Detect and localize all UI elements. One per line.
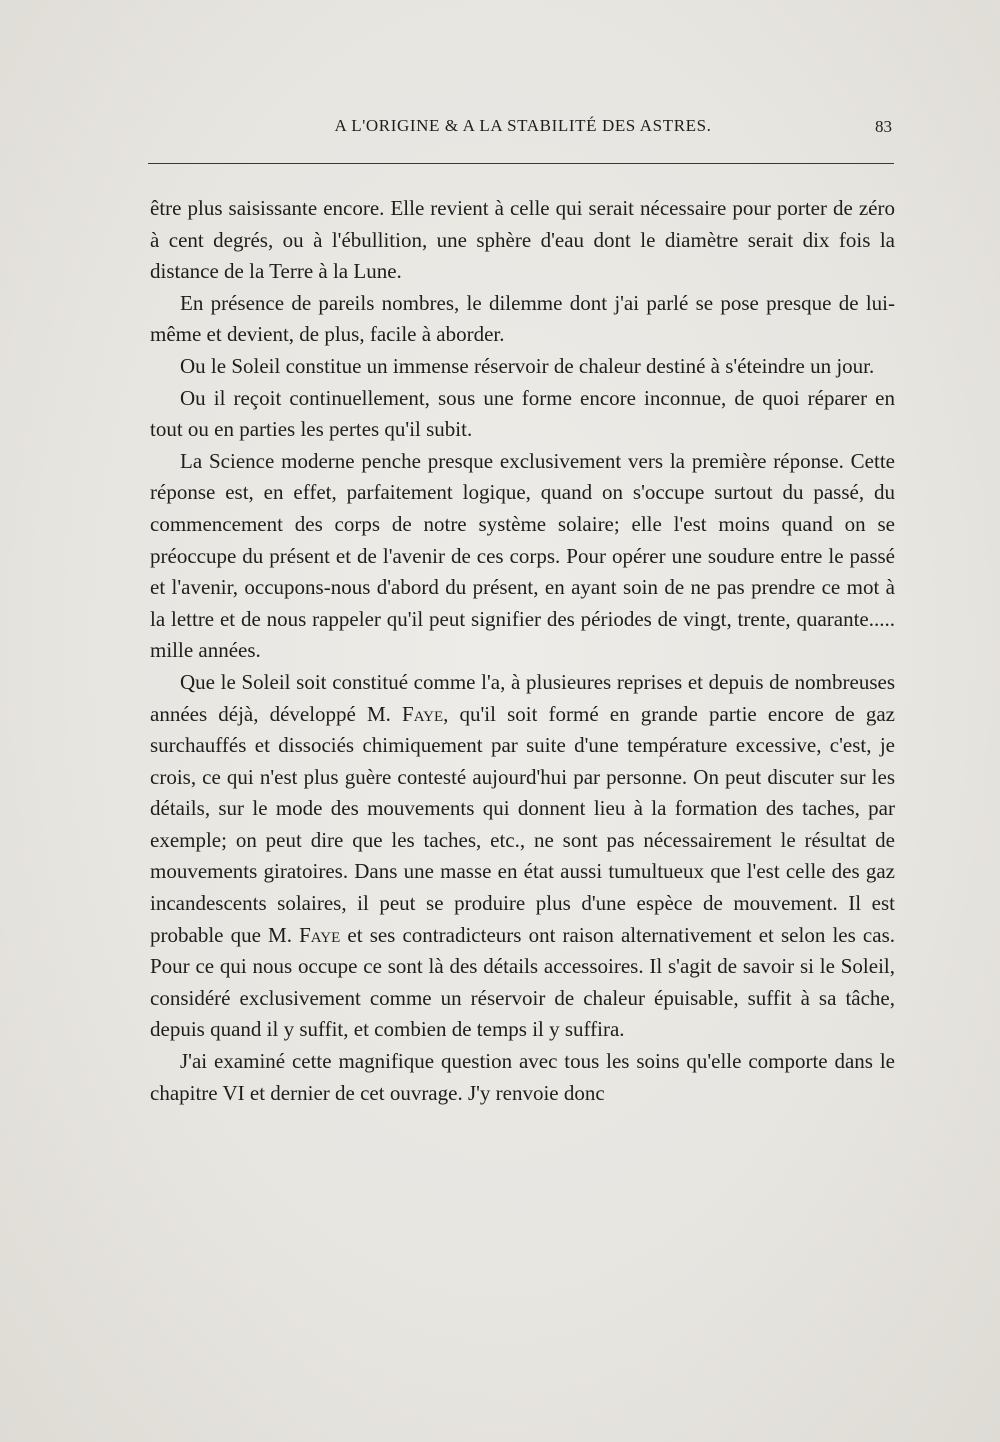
body-text xyxy=(150,193,895,1109)
paragraph-5: La Science moderne penche presque exclusivement vers la première réponse. Cette réponse est, en effet, parfaitement logique, quand on s'occupe surtout du passé, du commencement des corps de notre système solaire; elle l'est moins quand on se préoccupe du présent et de l'avenir de ces corps. Pour opérer une soudure entre le passé et l'avenir, occupons-nous d'abord du présent, en ayant soin de ne pas prendre ce mot à la lettre et de nous rappeler qu'il peut signifier des périodes de vingt, trente, quarante..... mille années. xyxy=(150,448,895,663)
paragraph-7: J'ai examiné cette magnifique question avec tous les soins qu'elle comporte dans le chapitre VI et dernier de cet ouvrage. J'y renvoie donc xyxy=(150,1049,895,1105)
paragraph-6-part-2: , qu'il soit formé en grande partie encore de gaz surchauffés et dissociés chimiquement par suite d'une température excessive, c'est, je crois, ce qui n'est plus guère contesté aujourd'hui par personne. On peut discuter sur les détails, sur le mode des mouvements qui donnent lieu à la formation des taches, par exemple; on peut dire que les taches, etc., ne sont pas nécessairement le résultat de mouvements giratoires. Dans une masse en état aussi tumultueux que l'est celle des gaz incandescents solaires, il peut se produire plus d'une espèce de mouvement. Il est probable que M. xyxy=(150,701,895,947)
paragraph-4: Ou il reçoit continuellement, sous une forme encore inconnue, de quoi réparer en tout ou en parties les pertes qu'il subit. xyxy=(150,385,895,442)
paragraph-1: être plus saisissante encore. Elle revient à celle qui serait nécessaire pour porter de zéro à cent degrés, ou à l'ébullition, une sphère d'eau dont le diamètre serait dix fois la distance de la Terre à la Lune. xyxy=(150,196,895,284)
paragraph-6-part-1: Que le Soleil soit constitué comme l'a, à plusieures reprises et depuis de nombreuses années déjà, développé M. xyxy=(150,669,895,726)
author-name-faye-2: Faye xyxy=(299,922,341,947)
paragraph-6 xyxy=(150,667,895,1046)
header-rule xyxy=(148,163,894,164)
page-number: 83 xyxy=(875,117,892,136)
paragraph-3: Ou le Soleil constitue un immense réservoir de chaleur destiné à s'éteindre un jour. xyxy=(180,353,875,378)
running-title: A L'ORIGINE & A LA STABILITÉ DES ASTRES. xyxy=(334,116,712,135)
paragraph-6-part-3: et ses contradicteurs ont raison alternativement et selon les cas. Pour ce qui nous occupe ce sont là des détails accessoires. Il s'agit de savoir si le Soleil, considéré exclusivement comme un réservoir de chaleur épuisable, suffit à sa tâche, depuis quand il y suffit, et combien de temps il y suffira. xyxy=(150,922,895,1042)
page-header xyxy=(150,116,896,140)
author-name-faye: Faye xyxy=(402,701,444,726)
paragraph-2: En présence de pareils nombres, le dilemme dont j'ai parlé se pose presque de lui-même et devient, de plus, facile à aborder. xyxy=(150,290,895,347)
